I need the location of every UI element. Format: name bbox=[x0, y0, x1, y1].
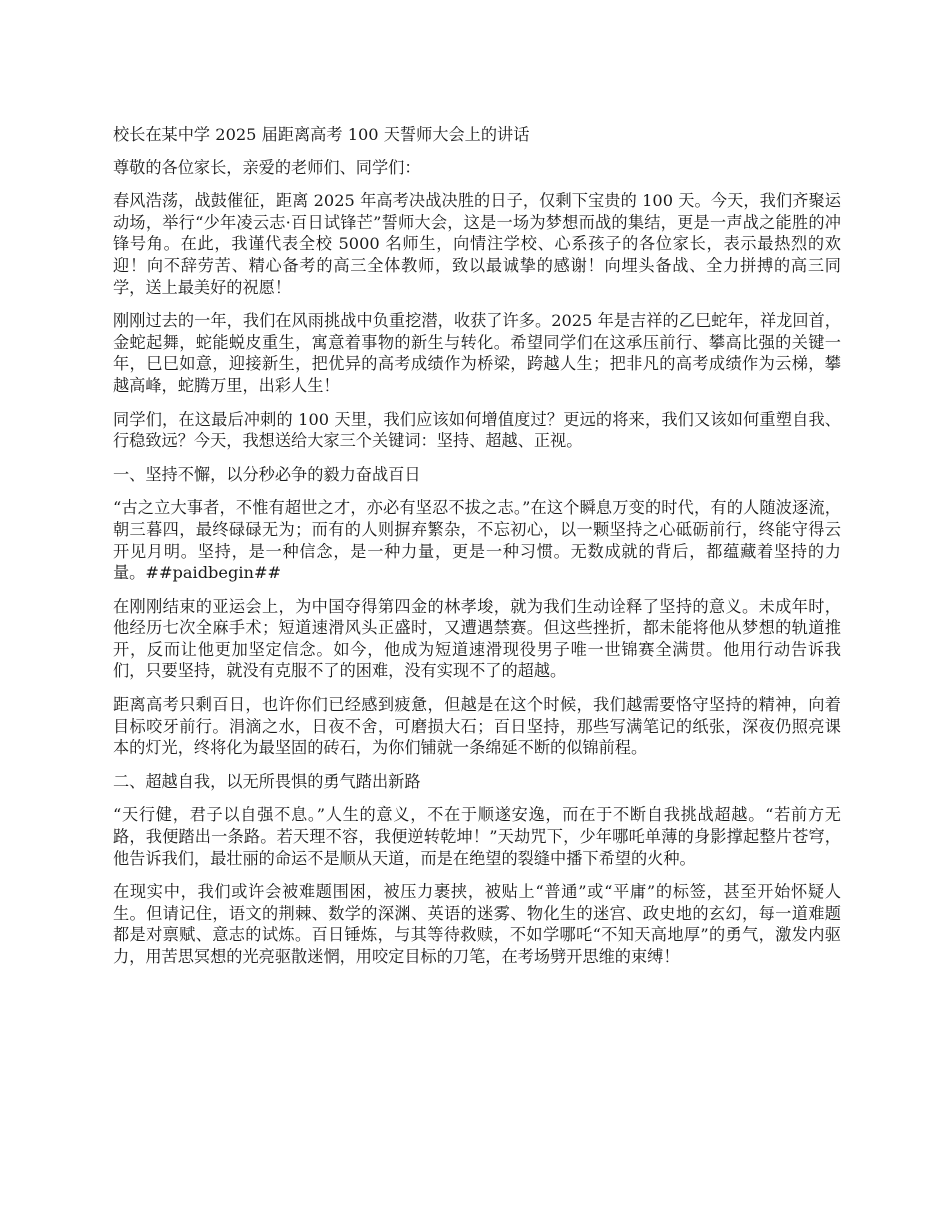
paragraph-3: 同学们，在这最后冲刺的 100 天里，我们应该如何增值度过？更远的将来，我们又该如何重塑自我、行稳致远？今天，我想送给大家三个关键词：坚持、超越、正视。 bbox=[113, 409, 841, 451]
section-heading-1: 一、坚持不懈，以分秒必争的毅力奋战百日 bbox=[113, 464, 421, 484]
document-page bbox=[113, 124, 841, 980]
paragraph-8: 在现实中，我们或许会被难题围困，被压力裹挟，被贴上“普通”或“平庸”的标签，甚至开始怀疑人生。但请记住，语文的荆棘、数学的深渊、英语的迷雾、物化生的迷宫、政史地的玄幻，每一道难题都是对禀赋、意志的试炼。百日锤炼，与其等待救赎，不如学哪吒“不知天高地厚”的勇气，激发内驱力，用苦思冥想的光亮驱散迷惘，用咬定目标的刀笔，在考场劈开思维的束缚！ bbox=[113, 882, 841, 966]
greeting: 尊敬的各位家长，亲爱的老师们、同学们： bbox=[113, 157, 421, 177]
paragraph-7: “天行健，君子以自强不息。”人生的意义，不在于顺遂安逸，而在于不断自我挑战超越。“若前方无路，我便踏出一条路。若天理不容，我便逆转乾坤！”天劫咒下，少年哪吒单薄的身影撑起整片苍穹，他告诉我们，最壮丽的命运不是顺从天道，而是在绝望的裂缝中播下希望的火种。 bbox=[113, 805, 841, 868]
paragraph-6: 距离高考只剩百日，也许你们已经感到疲惫，但越是在这个时候，我们越需要恪守坚持的精神，向着目标咬牙前行。涓滴之水，日夜不舍，可磨损大石；百日坚持，那些写满笔记的纸张，深夜仍照亮课本的灯光，终将化为最坚固的砖石，为你们铺就一条绵延不断的似锦前程。 bbox=[113, 695, 841, 758]
paragraph-4: “古之立大事者，不惟有超世之才，亦必有坚忍不拔之志。”在这个瞬息万变的时代，有的人随波逐流，朝三暮四，最终碌碌无为；而有的人则摒弃繁杂，不忘初心，以一颗坚持之心砥砺前行，终能守得云开见月明。坚持，是一种信念，是一种力量，更是一种习惯。无数成就的背后，都蕴藏着坚持的力量。##paidbegin## bbox=[113, 498, 841, 583]
paragraph-5: 在刚刚结束的亚运会上，为中国夺得第四金的林孝埈，就为我们生动诠释了坚持的意义。未成年时，他经历七次全麻手术；短道速滑风头正盛时，又遭遇禁赛。但这些挫折，都未能将他从梦想的轨道推开，反而让他更加坚定信念。如今，他成为短道速滑现役男子唯一世锦赛全满贯。他用行动告诉我们，只要坚持，就没有克服不了的困难，没有实现不了的超越。 bbox=[113, 596, 841, 681]
paragraph-1: 春风浩荡，战鼓催征，距离 2025 年高考决战决胜的日子，仅剩下宝贵的 100 天。今天，我们齐聚运动场，举行“少年凌云志·百日试锋芒”誓师大会，这是一场为梦想而战的集结，更是一声战之能胜的冲锋号角。在此，我谨代表全校 5000 名师生，向情注学校、心系孩子的各位家长，表示最热烈的欢迎！向不辞劳苦、精心备考的高三全体教师，致以最诚挚的感谢！向埋头备战、全力拼搏的高三同学，送上最美好的祝愿！ bbox=[113, 191, 841, 297]
paragraph-2: 刚刚过去的一年，我们在风雨挑战中负重挖潜，收获了许多。2025 年是吉祥的乙巳蛇年，祥龙回首，金蛇起舞，蛇能蜕皮重生，寓意着事物的新生与转化。希望同学们在这承压前行、攀高比强的关键一年，巳巳如意，迎接新生，把优异的高考成绩作为桥梁，跨越人生；把非凡的高考成绩作为云梯，攀越高峰，蛇腾万里，出彩人生！ bbox=[113, 311, 841, 395]
document-title: 校长在某中学 2025 届距离高考 100 天誓师大会上的讲话 bbox=[113, 125, 530, 144]
section-heading-2: 二、超越自我，以无所畏惧的勇气踏出新路 bbox=[113, 771, 421, 791]
